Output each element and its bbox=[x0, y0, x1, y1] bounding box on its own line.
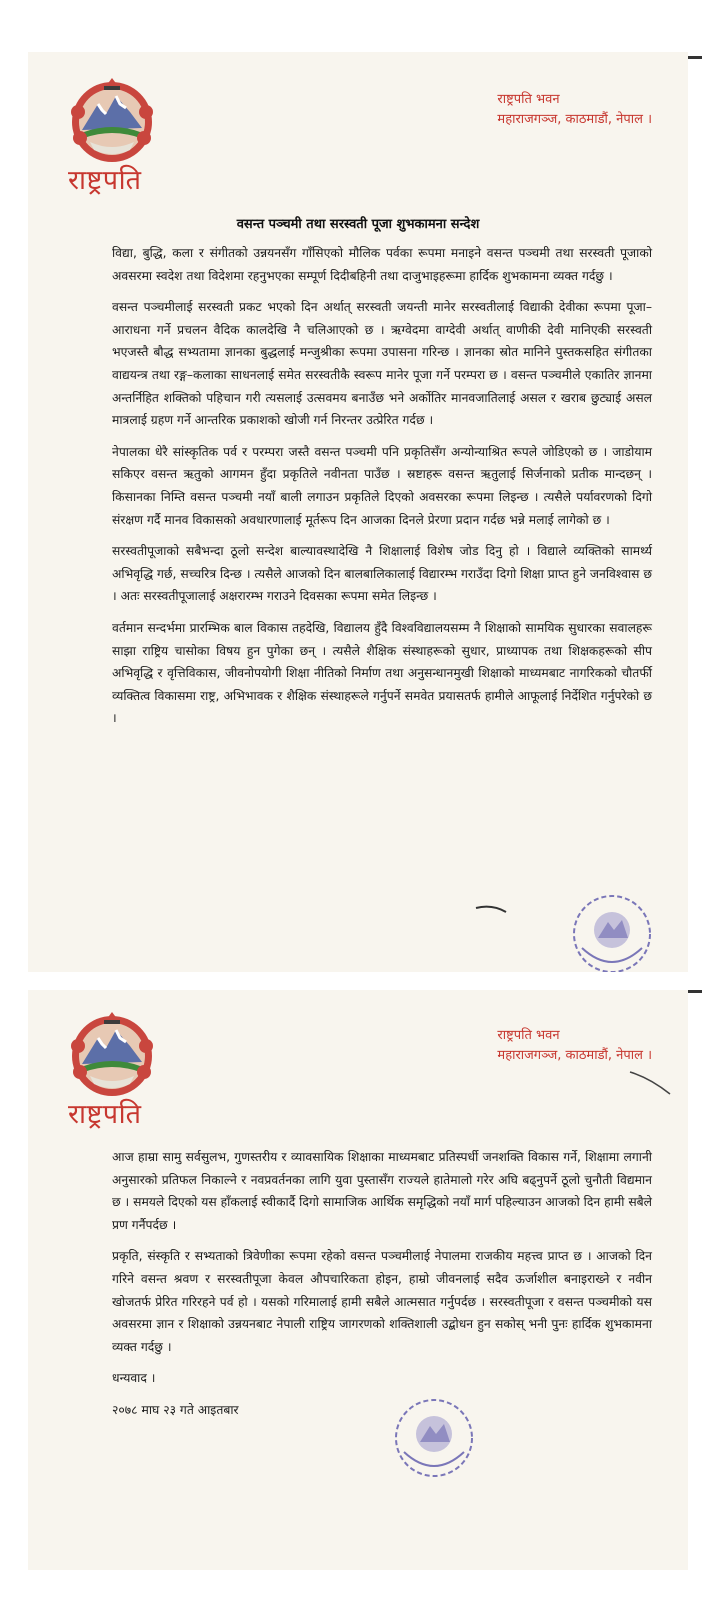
paragraph: सरस्वतीपूजाको सबैभन्दा ठूलो सन्देश बाल्यावस्थादेखि नै शिक्षालाई विशेष जोड दिनु हो । विद्याले व्यक्तिको सामर्थ्य अभिवृद्धि गर्छ, सच्चरित्र दिन्छ । त्यसैले आजको दिन बालबालिकालाई विद्यारम्भ गराउँदा दिगो शिक्षा प्राप्त हुने जनविश्वास छ । अतः सरस्वतीपूजालाई अक्षरारम्भ गराउने दिवसका रूपमा समेत लिइन्छ । bbox=[112, 544, 652, 604]
official-seal-icon bbox=[568, 890, 656, 972]
page-title: वसन्त पञ्चमी तथा सरस्वती पूजा शुभकामना सन्देश bbox=[236, 217, 480, 232]
letter-date: २०७८ माघ २३ गते आइतबार bbox=[112, 1402, 239, 1417]
scroll-marker bbox=[688, 56, 702, 59]
president-logo-text: राष्ट्रपति bbox=[68, 1099, 142, 1130]
address-line-2: महाराजगञ्ज, काठमाडौं, नेपाल । bbox=[497, 1048, 652, 1063]
letter-page-1 bbox=[28, 52, 688, 972]
paragraph: आज हाम्रा सामु सर्वसुलभ, गुणस्तरीय र व्यावसायिक शिक्षाका माध्यमबाट प्रतिस्पर्धी जनशक्ति विकास गर्ने, शिक्षामा लगानी अनुसारको प्रतिफल निकाल्ने र नवप्रवर्तनका लागि युवा पुस्तासँग राज्यले हातेमालो गरेर अघि बढ्नुपर्ने ठूलो चुनौती विद्यमान छ । समयले दिएको यस हाँकलाई स्वीकार्दै दिगो सामाजिक आर्थिक समृद्धिको नयाँ मार्ग पहिल्याउन आजको दिन हामी सबैले प्रण गर्नैपर्दछ । bbox=[112, 1150, 652, 1232]
office-address bbox=[497, 1026, 652, 1066]
nepal-emblem-icon bbox=[60, 72, 164, 166]
paragraph: विद्या, बुद्धि, कला र संगीतको उन्नयनसँग गाँसिएको मौलिक पर्वका रूपमा मनाइने वसन्त पञ्चमी तथा सरस्वती पूजाको अवसरमा स्वदेश तथा विदेशमा रहनुभएका सम्पूर्ण दिदीबहिनी तथा दाजुभाइहरूमा हार्दिक शुभकामना व्यक्त गर्दछु । bbox=[112, 246, 652, 283]
address-line-2: महाराजगञ्ज, काठमाडौं, नेपाल । bbox=[497, 112, 652, 127]
letter-page-2 bbox=[28, 990, 688, 1570]
address-line-1: राष्ट्रपति भवन bbox=[497, 92, 560, 107]
official-seal-icon bbox=[390, 1394, 478, 1482]
president-logo-text: राष्ट्रपति bbox=[68, 165, 142, 196]
letter-body bbox=[112, 242, 652, 739]
closing: धन्यवाद । bbox=[112, 1371, 156, 1386]
paragraph: वसन्त पञ्चमीलाई सरस्वती प्रकट भएको दिन अर्थात् सरस्वती जयन्ती मानेर सरस्वतीलाई विद्याकी देवीका रूपमा पूजा–आराधना गर्ने प्रचलन वैदिक कालदेखि नै चलिआएको छ । ऋग्वेदमा वाग्देवी अर्थात् वाणीकी देवी मानिएकी सरस्वती भएजस्तै बौद्ध सभ्यतामा ज्ञानका बुद्धलाई मन्जुश्रीका रूपमा उपासना गरिन्छ । ज्ञानका स्रोत मानिने पुस्तकसहित संगीतका वाद्ययन्त्र तथा रङ्ग–कलाका साधनलाई समेत सरस्वतीकै स्वरूप मानेर पूजा गर्ने परम्परा छ । वसन्त पञ्चमीले एकातिर ज्ञानमा अन्तर्निहित शक्तिको पहिचान गरी त्यसलाई उत्सवमय बनाउँछ भने अर्कोतिर मानवजातिलाई असल र खराब छुट्याई असल मात्रलाई ग्रहण गर्ने आन्तरिक प्रकाशको खोजी गर्न निरन्तर उत्प्रेरित गर्दछ । bbox=[112, 300, 652, 428]
letter-body bbox=[112, 1146, 652, 1431]
scroll-marker bbox=[688, 990, 702, 993]
office-address bbox=[497, 90, 652, 130]
paragraph: नेपालका धेरै सांस्कृतिक पर्व र परम्परा जस्तै वसन्त पञ्चमी पनि प्रकृतिसँग अन्योन्याश्रित रूपले जोडिएको छ । जाडोयाम सकिएर वसन्त ऋतुको आगमन हुँदा प्रकृतिले नवीनता पाउँछ । स्रष्टाहरू वसन्त ऋतुलाई सिर्जनाको प्रतीक मान्दछन् । किसानका निम्ति वसन्त पञ्चमी नयाँ बाली लगाउन प्रकृतिले दिएको अवसरका रूपमा लिइन्छ । त्यसैले पर्यावरणको दिगो संरक्षण गर्दै मानव विकासको अवधारणालाई मूर्तरूप दिन आजका दिनले प्रेरणा प्रदान गर्दछ भन्ने मलाई लागेको छ । bbox=[112, 444, 653, 527]
address-line-1: राष्ट्रपति भवन bbox=[497, 1028, 560, 1043]
ink-mark bbox=[626, 1068, 676, 1098]
paragraph: प्रकृति, संस्कृति र सभ्यताको त्रिवेणीका रूपमा रहेको वसन्त पञ्चमीलाई नेपालमा राजकीय महत्त्व प्राप्त छ । आजको दिन गरिने वसन्त श्रवण र सरस्वतीपूजा केवल औपचारिकता होइन, हाम्रो जीवनलाई सदैव ऊर्जाशील बनाइराख्ने र नवीन खोजतर्फ प्रेरित गरिरहने पर्व हो । यसको गरिमालाई हामी सबैले आत्मसात गर्नुपर्दछ । सरस्वतीपूजा र वसन्त पञ्चमीको यस अवसरमा ज्ञान र शिक्षाको उन्नयनबाट नेपाली राष्ट्रिय जागरणको शक्तिशाली उद्बोधन हुन सकोस् भनी पुनः हार्दिक शुभकामना व्यक्त गर्दछु । bbox=[112, 1249, 652, 1354]
ink-mark bbox=[472, 902, 512, 922]
paragraph: वर्तमान सन्दर्भमा प्रारम्भिक बाल विकास तहदेखि, विद्यालय हुँदै विश्वविद्यालयसम्म नै शिक्षाको सामयिक सुधारका सवालहरू साझा राष्ट्रिय चासोका विषय हुन पुगेका छन् । त्यसैले शैक्षिक संस्थाहरूको सुधार, प्राध्यापक तथा शिक्षकहरूको सीप अभिवृद्धि र वृत्तिविकास, जीवनोपयोगी शिक्षा नीतिको निर्माण तथा अनुसन्धानमुखी शिक्षाको माध्यमबाट नागरिकको चौतर्फी व्यक्तित्व विकासमा राष्ट्र, अभिभावक र शैक्षिक संस्थाहरूले गर्नुपर्ने समवेत प्रयासतर्फ हामीले आफूलाई निर्देशित गर्नुपरेको छ । bbox=[112, 620, 652, 726]
nepal-emblem-icon bbox=[60, 1006, 164, 1100]
